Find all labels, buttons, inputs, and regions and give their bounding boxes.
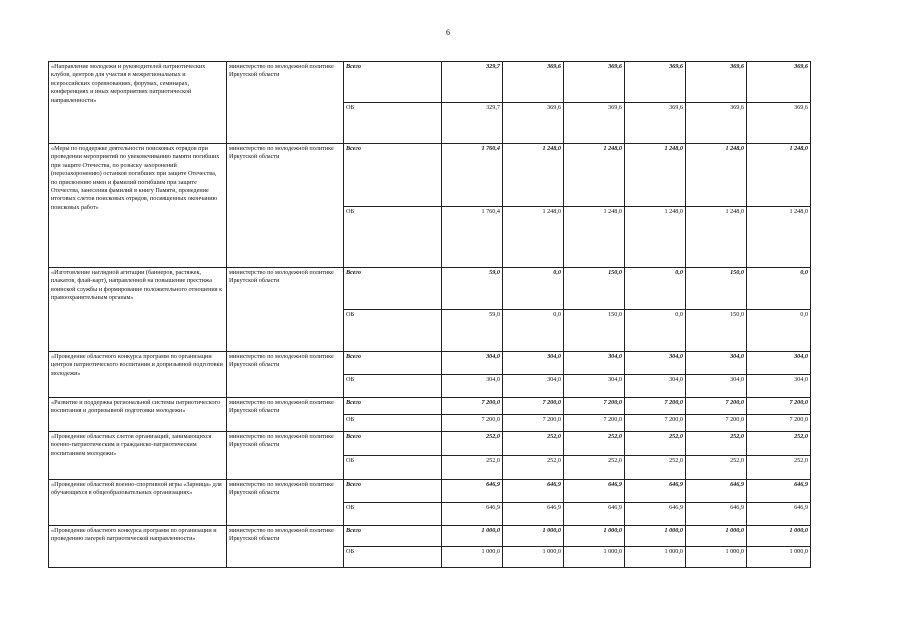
ob-value: 304,0 — [625, 375, 686, 398]
table-row — [49, 268, 811, 310]
ob-value: 252,0 — [747, 456, 811, 480]
table-row — [49, 432, 811, 456]
total-value: 7 200,0 — [625, 398, 686, 415]
ob-value: 304,0 — [564, 375, 625, 398]
total-value: 304,0 — [686, 352, 747, 375]
total-value: 1 248,0 — [686, 144, 747, 207]
ob-value: 304,0 — [686, 375, 747, 398]
total-value: 1 760,4 — [442, 144, 503, 207]
activity-name: «Направление молодежи и руководителей патриотических клубов, центров для участия в межрегиональных и всероссийских соревнованиях, форумах, семинарах, конференциях и иных мероприятиях патриотической направленности» — [49, 62, 227, 144]
total-value: 1 000,0 — [442, 526, 503, 547]
ob-value: 369,6 — [747, 103, 811, 144]
ob-value: 1 760,4 — [442, 207, 503, 268]
total-value: 7 200,0 — [503, 398, 564, 415]
ob-value: 1 248,0 — [503, 207, 564, 268]
total-value: 252,0 — [564, 432, 625, 456]
activity-name: «Меры по поддержке деятельности поисковых отрядов при проведении мероприятий по увековечиванию памяти погибших при защите Отечества, по розыску захоронений (перезахоронению) останков погибших при защите Отечества, по присвоению имен и фамилий погибшим при защите Отечества, занесения фамилий в книгу Памяти, проведение итоговых слетов поисковых отрядов, посвященных окончанию поисковых работ» — [49, 144, 227, 268]
ob-value: 329,7 — [442, 103, 503, 144]
ob-value: 7 200,0 — [625, 415, 686, 432]
total-value: 304,0 — [747, 352, 811, 375]
ob-value: 252,0 — [503, 456, 564, 480]
source-total-label: Всего — [344, 432, 442, 456]
total-value: 646,9 — [625, 480, 686, 503]
ob-value: 7 200,0 — [564, 415, 625, 432]
total-value: 252,0 — [747, 432, 811, 456]
total-value: 7 200,0 — [686, 398, 747, 415]
ob-value: 646,9 — [625, 503, 686, 526]
source-ob-label: ОБ — [344, 103, 442, 144]
ob-value: 7 200,0 — [503, 415, 564, 432]
ob-value: 369,6 — [564, 103, 625, 144]
ob-value: 0,0 — [503, 310, 564, 352]
total-value: 1 248,0 — [503, 144, 564, 207]
ob-value: 7 200,0 — [747, 415, 811, 432]
total-value: 1 000,0 — [503, 526, 564, 547]
ob-value: 7 200,0 — [686, 415, 747, 432]
total-value: 150,0 — [686, 268, 747, 310]
ob-value: 1 000,0 — [686, 547, 747, 568]
total-value: 1 248,0 — [747, 144, 811, 207]
ob-value: 646,9 — [442, 503, 503, 526]
source-ob-label: ОБ — [344, 456, 442, 480]
ob-value: 304,0 — [503, 375, 564, 398]
ob-value: 1 000,0 — [564, 547, 625, 568]
executor: министерство по молодежной политике Иркутской области — [227, 352, 344, 398]
total-value: 252,0 — [503, 432, 564, 456]
ob-value: 646,9 — [564, 503, 625, 526]
source-total-label: Всего — [344, 526, 442, 547]
activity-name: «Проведение областных слетов организаций, занимающихся военно-патриотическим и гражданско-патриотическим воспитанием молодежи» — [49, 432, 227, 480]
total-value: 369,6 — [747, 62, 811, 103]
page-number: 6 — [446, 28, 450, 37]
source-total-label: Всего — [344, 62, 442, 103]
ob-value: 1 000,0 — [747, 547, 811, 568]
funding-table — [48, 61, 811, 568]
total-value: 252,0 — [686, 432, 747, 456]
total-value: 646,9 — [686, 480, 747, 503]
total-value: 1 000,0 — [747, 526, 811, 547]
source-ob-label: ОБ — [344, 415, 442, 432]
total-value: 7 200,0 — [747, 398, 811, 415]
ob-value: 369,6 — [625, 103, 686, 144]
activity-name: «Проведение областного конкурса программ по организации центров патриотического воспитания и допризывной подготовки молодежи» — [49, 352, 227, 398]
ob-value: 1 248,0 — [686, 207, 747, 268]
executor: министерство по молодежной политике Иркутской области — [227, 526, 344, 568]
executor: министерство по молодежной политике Иркутской области — [227, 398, 344, 432]
ob-value: 0,0 — [625, 310, 686, 352]
total-value: 252,0 — [625, 432, 686, 456]
total-value: 150,0 — [564, 268, 625, 310]
total-value: 1 000,0 — [686, 526, 747, 547]
ob-value: 1 248,0 — [747, 207, 811, 268]
total-value: 646,9 — [503, 480, 564, 503]
ob-value: 646,9 — [686, 503, 747, 526]
source-total-label: Всего — [344, 480, 442, 503]
total-value: 304,0 — [564, 352, 625, 375]
total-value: 1 000,0 — [564, 526, 625, 547]
total-value: 646,9 — [442, 480, 503, 503]
ob-value: 0,0 — [747, 310, 811, 352]
source-ob-label: ОБ — [344, 207, 442, 268]
ob-value: 1 248,0 — [625, 207, 686, 268]
source-total-label: Всего — [344, 144, 442, 207]
ob-value: 150,0 — [686, 310, 747, 352]
executor: министерство по молодежной политике Иркутской области — [227, 268, 344, 352]
total-value: 646,9 — [747, 480, 811, 503]
ob-value: 1 000,0 — [625, 547, 686, 568]
ob-value: 252,0 — [625, 456, 686, 480]
source-ob-label: ОБ — [344, 375, 442, 398]
total-value: 0,0 — [625, 268, 686, 310]
activity-name: «Проведение областной военно-спортивной игры «Зарница» для обучающихся в общеобразовательных организациях» — [49, 480, 227, 526]
total-value: 304,0 — [442, 352, 503, 375]
ob-value: 150,0 — [564, 310, 625, 352]
ob-value: 252,0 — [686, 456, 747, 480]
ob-value: 646,9 — [747, 503, 811, 526]
total-value: 1 000,0 — [625, 526, 686, 547]
source-ob-label: ОБ — [344, 310, 442, 352]
total-value: 369,6 — [564, 62, 625, 103]
total-value: 646,9 — [564, 480, 625, 503]
source-ob-label: ОБ — [344, 547, 442, 568]
activity-name: «Развитие и поддержка региональной системы патриотического воспитания и допризывной подготовки молодежи» — [49, 398, 227, 432]
ob-value: 304,0 — [442, 375, 503, 398]
table-row — [49, 398, 811, 415]
total-value: 1 248,0 — [564, 144, 625, 207]
total-value: 252,0 — [442, 432, 503, 456]
activity-name: «Изготовление наглядной агитации (баннеров, растяжек, плакатов, флай-карт), направленной на повышение престижа воинской службы и формирование положительного отношения к правоохранительным органам» — [49, 268, 227, 352]
total-value: 59,0 — [442, 268, 503, 310]
source-total-label: Всего — [344, 398, 442, 415]
total-value: 7 200,0 — [564, 398, 625, 415]
executor: министерство по молодежной политике Иркутской области — [227, 144, 344, 268]
total-value: 0,0 — [747, 268, 811, 310]
total-value: 0,0 — [503, 268, 564, 310]
ob-value: 1 000,0 — [442, 547, 503, 568]
total-value: 304,0 — [625, 352, 686, 375]
ob-value: 304,0 — [747, 375, 811, 398]
ob-value: 369,6 — [503, 103, 564, 144]
ob-value: 7 200,0 — [442, 415, 503, 432]
ob-value: 252,0 — [564, 456, 625, 480]
ob-value: 1 248,0 — [564, 207, 625, 268]
total-value: 7 200,0 — [442, 398, 503, 415]
source-total-label: Всего — [344, 352, 442, 375]
executor: министерство по молодежной политике Иркутской области — [227, 62, 344, 144]
table-row — [49, 480, 811, 503]
source-total-label: Всего — [344, 268, 442, 310]
ob-value: 369,6 — [686, 103, 747, 144]
table-row — [49, 352, 811, 375]
executor: министерство по молодежной политике Иркутской области — [227, 432, 344, 480]
ob-value: 59,0 — [442, 310, 503, 352]
table-row — [49, 526, 811, 547]
executor: министерство по молодежной политике Иркутской области — [227, 480, 344, 526]
total-value: 369,6 — [503, 62, 564, 103]
activity-name: «Проведение областного конкурса программ по организации и проведению лагерей патриотической направленности» — [49, 526, 227, 568]
source-ob-label: ОБ — [344, 503, 442, 526]
ob-value: 252,0 — [442, 456, 503, 480]
table-row — [49, 62, 811, 103]
total-value: 304,0 — [503, 352, 564, 375]
ob-value: 1 000,0 — [503, 547, 564, 568]
total-value: 1 248,0 — [625, 144, 686, 207]
total-value: 329,7 — [442, 62, 503, 103]
total-value: 369,6 — [625, 62, 686, 103]
table-row — [49, 144, 811, 207]
total-value: 369,6 — [686, 62, 747, 103]
ob-value: 646,9 — [503, 503, 564, 526]
